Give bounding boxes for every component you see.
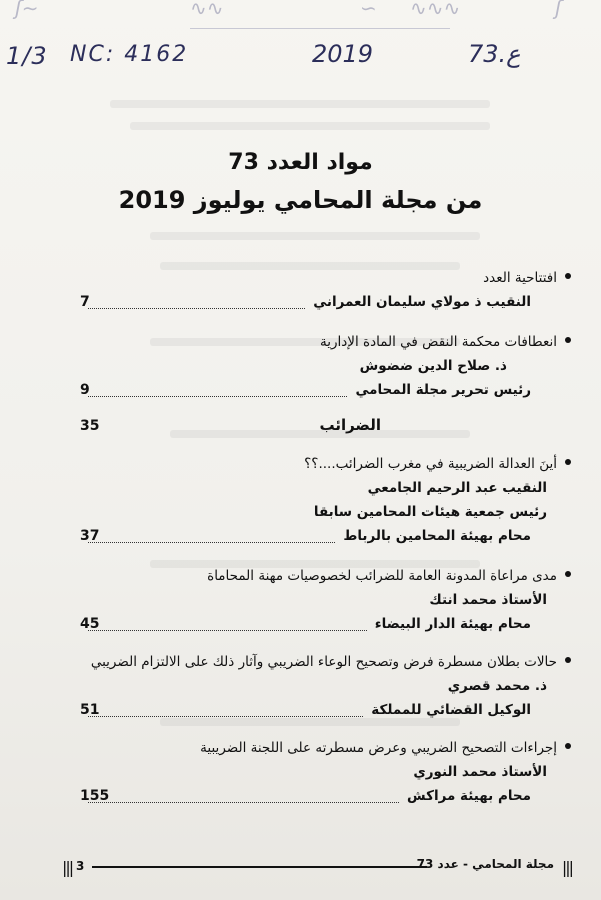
page-number: 9 (80, 382, 90, 398)
footer-bars-left: ||| (62, 858, 73, 877)
page-number: 37 (80, 528, 100, 544)
section-heading (80, 416, 571, 440)
footer-rule (92, 866, 427, 868)
bullet (565, 459, 571, 465)
entry-role: محام بهيئة الدار البيضاء (374, 616, 531, 632)
faint-scribble: ∽ (360, 0, 377, 20)
entry-title-line (80, 564, 571, 588)
entry-title: حالات بطلان مسطرة فرض وتصحيح الوعاء الضريبي وآثار ذلك على الالتزام الضريبي (90, 654, 557, 670)
dot-leader (88, 790, 399, 803)
entry-title: أينَ العدالة الضريبية في مغرب الضرائب....؟؟ (304, 456, 557, 472)
bleed-through (130, 122, 490, 130)
toc-entry (80, 650, 571, 722)
entry-title: إجراءات التصحيح الضريبي وعرض مسطرته على اللجنة الضريبية (200, 740, 557, 756)
bleed-through (110, 100, 490, 108)
handwritten-nc-number: NC: 4162 (70, 42, 189, 67)
entry-author: الأستاذ محمد النوري (413, 764, 547, 780)
entry-author: ذ. صلاح الدين ضضوش (359, 358, 507, 374)
entry-role: رئيس جمعية هيئات المحامين سابقا (313, 504, 547, 520)
bullet (565, 571, 571, 577)
faint-scribble: ∿∿ (190, 0, 224, 20)
entry-author: الأستاذ محمد انتك (429, 592, 547, 608)
page-title: مواد العدد 73 (228, 150, 373, 175)
entry-role: محام بهيئة المحامين بالرباط (343, 528, 531, 544)
entry-role: الوكيل القضائي للمملكة (371, 702, 531, 718)
footer-journal: مجلة المحامي - عدد 73 (416, 857, 554, 871)
page-footer (62, 855, 572, 879)
bullet (565, 337, 571, 343)
entry-role-line (80, 524, 571, 548)
page-number: 51 (80, 702, 100, 718)
toc-entry (80, 330, 571, 402)
entry-role-line (80, 698, 571, 722)
entry-author: ذ. محمد قصري (447, 678, 547, 694)
bullet (565, 657, 571, 663)
faint-scribble: ∿∿∿ (410, 0, 461, 20)
entry-role-line (80, 378, 571, 402)
toc-entry (80, 564, 571, 636)
faint-scribble: ʃ∼ (15, 0, 39, 20)
bleed-through (150, 232, 480, 240)
faint-rule (190, 28, 450, 29)
entry-role: محام بهيئة مراكش (407, 788, 531, 804)
entry-title-line (80, 452, 571, 476)
entry-title: مدى مراعاة المدونة العامة للضرائب لخصوصيات مهنة المحاماة (207, 568, 557, 584)
entry-title: افتتاحية العدد (483, 270, 557, 286)
entry-role-line (80, 784, 571, 808)
toc-entry (80, 452, 571, 548)
entry-role: رئيس تحرير مجلة المحامي (355, 382, 531, 398)
dot-leader (88, 618, 367, 631)
entry-author-line (80, 290, 571, 314)
entry-title-line (80, 266, 571, 290)
entry-title-line (80, 650, 571, 674)
faint-scribble: ʃ (555, 0, 562, 20)
footer-bars-right: ||| (561, 858, 572, 877)
handwritten-issue-number: 73.ع (468, 40, 521, 68)
page-number: 45 (80, 616, 100, 632)
page-number: 7 (80, 294, 90, 310)
entry-author: النقيب ذ مولاي سليمان العمراني (313, 294, 531, 310)
handwritten-page-count: 1/3 (6, 42, 48, 70)
entry-title-line (80, 736, 571, 760)
dot-leader (88, 530, 335, 543)
section-title: الضرائب (319, 416, 381, 434)
dot-leader (88, 704, 363, 717)
dot-leader (88, 296, 305, 309)
footer-page-number: 3 (76, 859, 85, 873)
entry-title-line (80, 330, 571, 354)
page-number: 155 (80, 788, 110, 804)
page-subtitle: من مجلة المحامي يوليوز 2019 (118, 186, 483, 214)
toc-entry (80, 736, 571, 808)
dot-leader (88, 384, 347, 397)
toc-entry (80, 266, 571, 314)
bullet (565, 273, 571, 279)
section-page-number: 35 (80, 418, 100, 434)
handwritten-year: 2019 (312, 40, 374, 68)
bullet (565, 743, 571, 749)
entry-author: النقيب عبد الرحيم الجامعي (367, 480, 547, 496)
entry-role-line (80, 612, 571, 636)
entry-title: انعطافات محكمة النقض في المادة الإدارية (320, 334, 557, 350)
